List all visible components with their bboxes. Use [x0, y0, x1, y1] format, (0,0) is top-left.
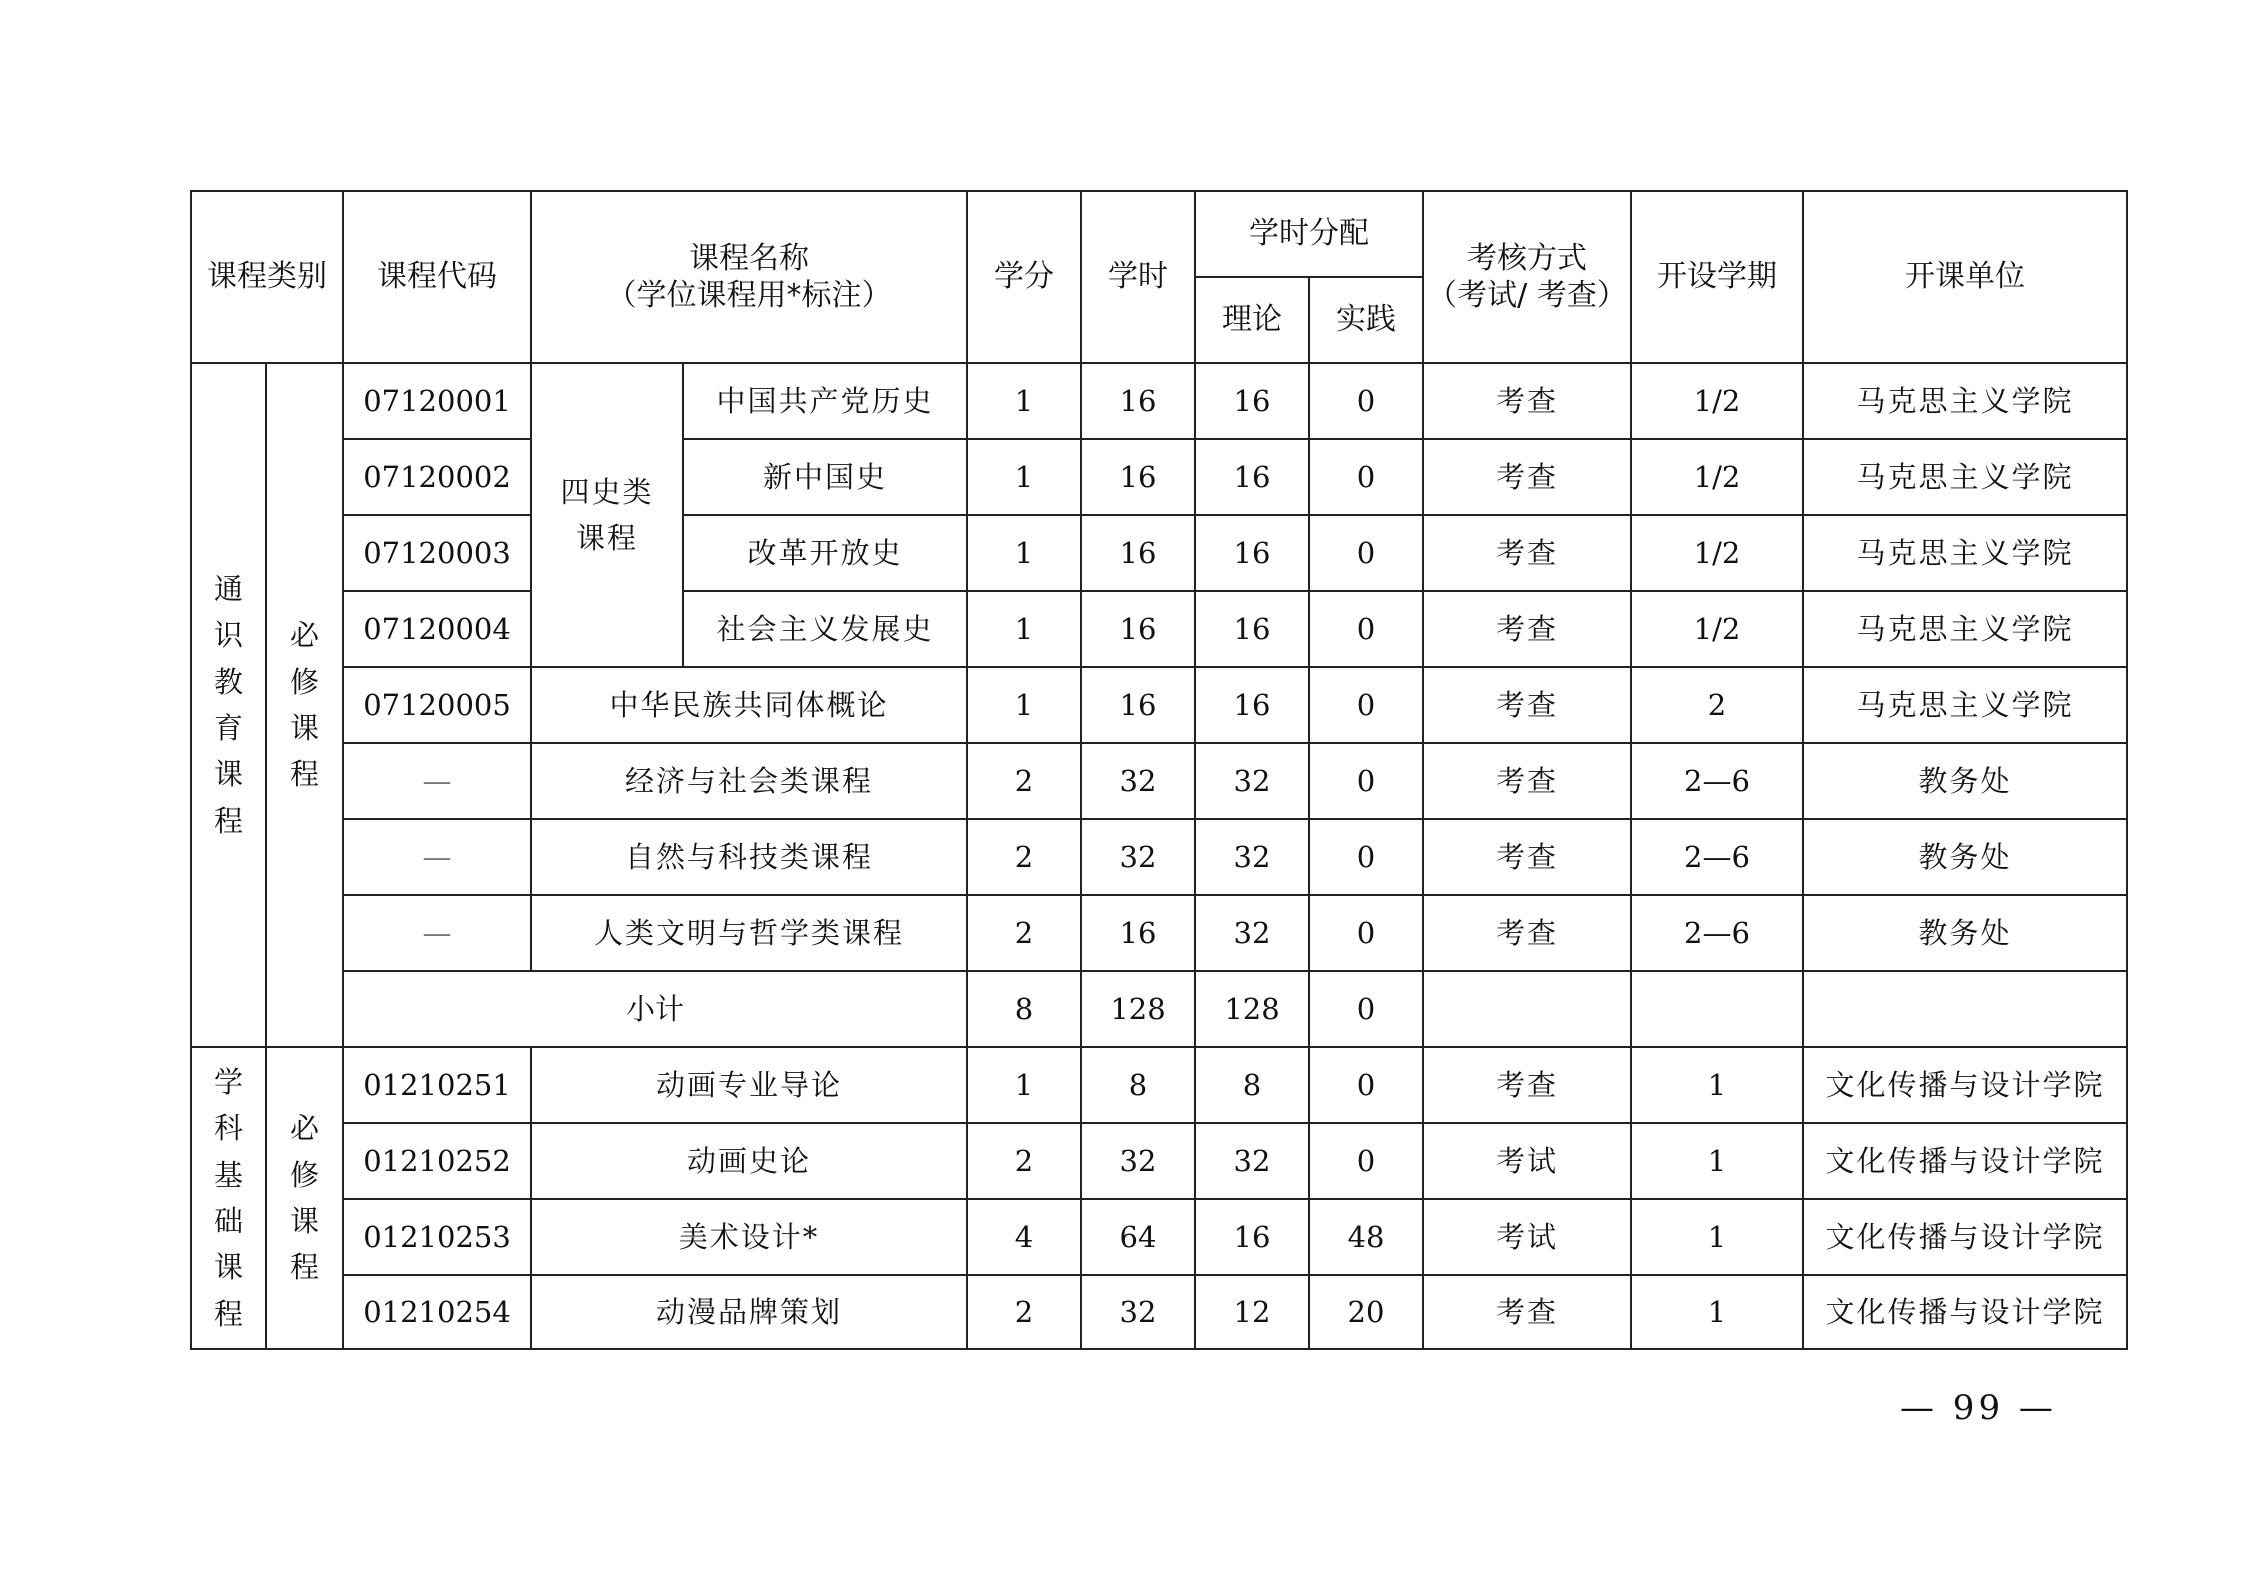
- table-row: [191, 363, 2127, 439]
- course-theory: 32: [1195, 743, 1309, 819]
- course-unit: 文化传播与设计学院: [1803, 1047, 2127, 1123]
- course-practice: 0: [1309, 515, 1423, 591]
- course-hours: 16: [1081, 667, 1195, 743]
- curriculum-table: [190, 190, 2128, 1350]
- course-credits: 1: [967, 591, 1081, 667]
- subtotal-assessment-empty: [1423, 971, 1631, 1047]
- course-assessment: 考查: [1423, 1275, 1631, 1349]
- subcategory-required: [266, 363, 343, 1047]
- course-theory: 16: [1195, 363, 1309, 439]
- group-four-histories: [531, 363, 683, 667]
- subtotal-theory: 128: [1195, 971, 1309, 1047]
- course-credits: 4: [967, 1199, 1081, 1275]
- course-practice: 48: [1309, 1199, 1423, 1275]
- course-name: 社会主义发展史: [683, 591, 967, 667]
- course-name: 美术设计*: [531, 1199, 967, 1275]
- course-assessment: 考查: [1423, 515, 1631, 591]
- table-header: [191, 191, 2127, 363]
- course-name: 自然与科技类课程: [531, 819, 967, 895]
- course-practice: 0: [1309, 591, 1423, 667]
- course-assessment: 考试: [1423, 1199, 1631, 1275]
- course-practice: 0: [1309, 895, 1423, 971]
- table-row: [191, 1047, 2127, 1123]
- course-credits: 2: [967, 1275, 1081, 1349]
- course-hours: 32: [1081, 1275, 1195, 1349]
- header-hours-distribution: 学时分配: [1195, 191, 1423, 277]
- course-theory: 16: [1195, 1199, 1309, 1275]
- course-unit: 文化传播与设计学院: [1803, 1275, 2127, 1349]
- course-code: 07120003: [343, 515, 531, 591]
- table-row: [191, 439, 2127, 515]
- course-semester: 2: [1631, 667, 1803, 743]
- course-assessment: 考查: [1423, 743, 1631, 819]
- course-semester: 1/2: [1631, 439, 1803, 515]
- course-theory: 8: [1195, 1047, 1309, 1123]
- course-semester: 2—6: [1631, 819, 1803, 895]
- group-label: 四史类课程: [560, 474, 654, 555]
- course-credits: 2: [967, 895, 1081, 971]
- course-practice: 0: [1309, 1047, 1423, 1123]
- course-credits: 1: [967, 363, 1081, 439]
- course-practice: 0: [1309, 363, 1423, 439]
- subtotal-unit-empty: [1803, 971, 2127, 1047]
- course-semester: 1: [1631, 1199, 1803, 1275]
- course-name: 经济与社会类课程: [531, 743, 967, 819]
- header-code: 课程代码: [343, 191, 531, 363]
- course-theory: 16: [1195, 591, 1309, 667]
- course-hours: 64: [1081, 1199, 1195, 1275]
- header-hours: 学时: [1081, 191, 1195, 363]
- subtotal-row: [191, 971, 2127, 1047]
- course-theory: 32: [1195, 1123, 1309, 1199]
- course-credits: 1: [967, 439, 1081, 515]
- course-hours: 32: [1081, 743, 1195, 819]
- course-practice: 20: [1309, 1275, 1423, 1349]
- course-code: 01210251: [343, 1047, 531, 1123]
- header-practice: 实践: [1309, 277, 1423, 363]
- subtotal-credits: 8: [967, 971, 1081, 1047]
- course-unit: 教务处: [1803, 819, 2127, 895]
- course-practice: 0: [1309, 667, 1423, 743]
- course-semester: 1/2: [1631, 591, 1803, 667]
- table-row: [191, 1123, 2127, 1199]
- course-credits: 2: [967, 743, 1081, 819]
- table-row: [191, 895, 2127, 971]
- course-credits: 1: [967, 667, 1081, 743]
- category-general-education: [191, 363, 266, 1047]
- subtotal-practice: 0: [1309, 971, 1423, 1047]
- course-code: 01210253: [343, 1199, 531, 1275]
- course-assessment: 考查: [1423, 667, 1631, 743]
- course-practice: 0: [1309, 743, 1423, 819]
- course-theory: 32: [1195, 819, 1309, 895]
- course-code: 07120005: [343, 667, 531, 743]
- table-row: [191, 1275, 2127, 1349]
- subcategory-required: [266, 1047, 343, 1349]
- header-theory: 理论: [1195, 277, 1309, 363]
- course-practice: 0: [1309, 1123, 1423, 1199]
- course-assessment: 考查: [1423, 895, 1631, 971]
- course-unit: 马克思主义学院: [1803, 667, 2127, 743]
- header-credits: 学分: [967, 191, 1081, 363]
- course-hours: 16: [1081, 591, 1195, 667]
- course-theory: 16: [1195, 439, 1309, 515]
- header-semester: 开设学期: [1631, 191, 1803, 363]
- table-row: [191, 1199, 2127, 1275]
- table-row: [191, 819, 2127, 895]
- course-code: —: [343, 743, 531, 819]
- header-category: 课程类别: [191, 191, 343, 363]
- header-unit: 开课单位: [1803, 191, 2127, 363]
- course-assessment: 考查: [1423, 439, 1631, 515]
- course-unit: 马克思主义学院: [1803, 591, 2127, 667]
- course-code: 01210252: [343, 1123, 531, 1199]
- course-unit: 教务处: [1803, 743, 2127, 819]
- course-unit: 马克思主义学院: [1803, 515, 2127, 591]
- course-unit: 文化传播与设计学院: [1803, 1123, 2127, 1199]
- course-hours: 8: [1081, 1047, 1195, 1123]
- subtotal-hours: 128: [1081, 971, 1195, 1047]
- course-practice: 0: [1309, 439, 1423, 515]
- course-semester: 1/2: [1631, 515, 1803, 591]
- course-name: 中华民族共同体概论: [531, 667, 967, 743]
- header-name-line2: （学位课程用*标注）: [606, 278, 892, 313]
- course-credits: 1: [967, 1047, 1081, 1123]
- course-theory: 16: [1195, 667, 1309, 743]
- course-theory: 32: [1195, 895, 1309, 971]
- course-semester: 1: [1631, 1275, 1803, 1349]
- table-row: [191, 743, 2127, 819]
- page-number: — 99 —: [1900, 1388, 2057, 1428]
- subcategory-label: 必修课程: [290, 618, 320, 792]
- subcategory-label: 必修课程: [290, 1111, 320, 1285]
- table-row: [191, 515, 2127, 591]
- category-label: 学科基础课程: [214, 1064, 244, 1331]
- course-name: 新中国史: [683, 439, 967, 515]
- table-body: [191, 363, 2127, 1349]
- course-credits: 2: [967, 1123, 1081, 1199]
- course-semester: 1/2: [1631, 363, 1803, 439]
- course-code: 07120004: [343, 591, 531, 667]
- header-assessment: [1423, 191, 1631, 363]
- course-assessment: 考查: [1423, 363, 1631, 439]
- course-code: 07120002: [343, 439, 531, 515]
- course-semester: 1: [1631, 1123, 1803, 1199]
- course-assessment: 考查: [1423, 819, 1631, 895]
- category-discipline-foundation: [191, 1047, 266, 1349]
- course-semester: 1: [1631, 1047, 1803, 1123]
- course-hours: 32: [1081, 1123, 1195, 1199]
- course-semester: 2—6: [1631, 743, 1803, 819]
- course-unit: 文化传播与设计学院: [1803, 1199, 2127, 1275]
- course-assessment: 考查: [1423, 591, 1631, 667]
- course-credits: 1: [967, 515, 1081, 591]
- course-name: 人类文明与哲学类课程: [531, 895, 967, 971]
- header-assessment-line1: 考核方式: [1467, 240, 1587, 276]
- course-hours: 16: [1081, 895, 1195, 971]
- course-assessment: 考查: [1423, 1047, 1631, 1123]
- course-code: —: [343, 819, 531, 895]
- course-unit: 马克思主义学院: [1803, 439, 2127, 515]
- subtotal-label: 小计: [343, 971, 967, 1047]
- course-name: 动漫品牌策划: [531, 1275, 967, 1349]
- course-name: 动画专业导论: [531, 1047, 967, 1123]
- course-unit: 教务处: [1803, 895, 2127, 971]
- table-row: [191, 591, 2127, 667]
- course-unit: 马克思主义学院: [1803, 363, 2127, 439]
- course-name: 中国共产党历史: [683, 363, 967, 439]
- course-theory: 12: [1195, 1275, 1309, 1349]
- course-hours: 16: [1081, 363, 1195, 439]
- course-hours: 16: [1081, 515, 1195, 591]
- header-assessment-line2: （考试/ 考查）: [1427, 278, 1627, 313]
- course-code: 01210254: [343, 1275, 531, 1349]
- course-hours: 16: [1081, 439, 1195, 515]
- category-label: 通识教育课程: [214, 571, 244, 838]
- course-theory: 16: [1195, 515, 1309, 591]
- course-name: 动画史论: [531, 1123, 967, 1199]
- course-assessment: 考试: [1423, 1123, 1631, 1199]
- course-code: —: [343, 895, 531, 971]
- table-row: [191, 667, 2127, 743]
- subtotal-semester-empty: [1631, 971, 1803, 1047]
- header-name: [531, 191, 967, 363]
- course-code: 07120001: [343, 363, 531, 439]
- course-hours: 32: [1081, 819, 1195, 895]
- course-semester: 2—6: [1631, 895, 1803, 971]
- header-name-line1: 课程名称: [689, 240, 809, 276]
- course-name: 改革开放史: [683, 515, 967, 591]
- course-credits: 2: [967, 819, 1081, 895]
- course-practice: 0: [1309, 819, 1423, 895]
